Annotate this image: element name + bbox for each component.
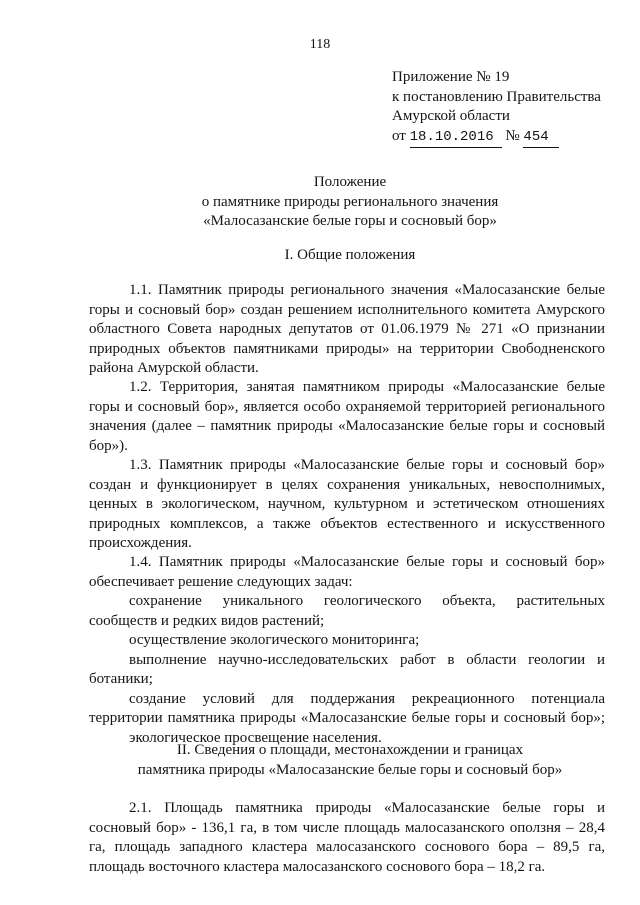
paragraph-line: ценных в экологическом, научном, культурном и эстетическом отношениях (89, 496, 605, 512)
appendix-title: Приложение № 19 (392, 69, 510, 85)
appendix-date-line (392, 127, 601, 149)
title-line-2: о памятнике природы регионального значения (201, 193, 499, 210)
paragraph-1-3 (89, 456, 605, 554)
title-line-1: Положение (313, 174, 387, 190)
paragraph-line: 1.3. Памятник природы «Малосазанские белые горы и сосновый бор» (129, 457, 605, 473)
resolution-number: 454 (523, 128, 559, 149)
document-title (60, 173, 640, 232)
paragraph-line: горы и сосновый бор» создан решением исполнительного комитета Амурского (89, 301, 605, 318)
paragraph-line: природных комплексов, а также объектов естественного и искусственного (89, 515, 605, 532)
paragraph-line: природных объектов памятниками природы» на территории Свободненского (89, 340, 605, 357)
resolution-date: 18.10.2016 (410, 128, 502, 149)
paragraph-line: 1.2. Территория, занятая памятником природы «Малосазанские белые (129, 379, 605, 395)
section-2-heading (60, 741, 640, 780)
paragraph-1-4 (89, 553, 605, 748)
appendix-reference: к постановлению Правительства (392, 88, 601, 105)
paragraph-2-1 (89, 799, 605, 877)
paragraph-1-1 (89, 281, 605, 379)
paragraph-line: площадь восточного кластера малосазанского соснового бора – 18,2 га. (89, 858, 546, 875)
paragraph-line: 2.1. Площадь памятника природы «Малосазанские белые горы и (129, 800, 605, 816)
paragraph-line: создан и функционирует в целях сохранения уникальных, невосполнимых, (89, 476, 605, 493)
paragraph-line: 1.1. Памятник природы регионального значения «Малосазанские белые (129, 282, 605, 298)
task-item-continued: сообществ и редких видов растений; (89, 612, 325, 629)
section-2-heading-line-1: II. Сведения о площади, местонахождении и границах (176, 742, 524, 758)
paragraph-line: обеспечивает решение следующих задач: (89, 573, 353, 590)
paragraph-line: сосновый бор» - 136,1 га, в том числе площадь малосазанского оползня – 28,4 (89, 819, 605, 836)
paragraph-line: происхождения. (89, 535, 192, 551)
paragraph-line: бор»). (89, 437, 128, 454)
paragraph-line: 1.4. Памятник природы «Малосазанские белые горы и сосновый бор» (129, 554, 605, 570)
page-number: 118 (309, 37, 331, 52)
paragraph-1-2 (89, 378, 605, 456)
paragraph-line: района Амурской области. (89, 360, 259, 376)
paragraph-line: га, площадь западного кластера малосазанского соснового бора – 89,5 га, (89, 839, 605, 855)
paragraph-line: областного Совета народных депутатов от 01.06.1979 № 271 «О признании (89, 321, 605, 337)
paragraph-line: горы и сосновый бор», является особо охраняемой территорией регионального (89, 398, 605, 415)
task-item-continued: ботаники; (89, 671, 153, 687)
task-item-continued: территории памятника природы «Малосазанские белые горы и сосновый бор»; (89, 710, 605, 726)
title-line-3: «Малосазанские белые горы и сосновый бор» (203, 213, 497, 229)
paragraph-line: значения (далее – памятник природы «Малосазанские белые горы и сосновый (89, 418, 605, 434)
number-prefix: № (505, 127, 520, 144)
task-item: осуществление экологического мониторинга; (129, 632, 420, 648)
date-prefix: от (392, 127, 406, 144)
appendix-block (392, 68, 601, 148)
task-item: создание условий для поддержания рекреационного потенциала (129, 690, 605, 707)
task-item: экологическое просвещение населения. (129, 729, 382, 746)
task-item: сохранение уникального геологического объекта, растительных (129, 593, 605, 609)
section-1-heading: I. Общие положения (284, 247, 416, 263)
appendix-region: Амурской области (392, 108, 510, 124)
task-item: выполнение научно-исследовательских работ в области геологии и (129, 651, 605, 668)
section-2-heading-line-2: памятника природы «Малосазанские белые горы и сосновый бор» (137, 761, 563, 778)
